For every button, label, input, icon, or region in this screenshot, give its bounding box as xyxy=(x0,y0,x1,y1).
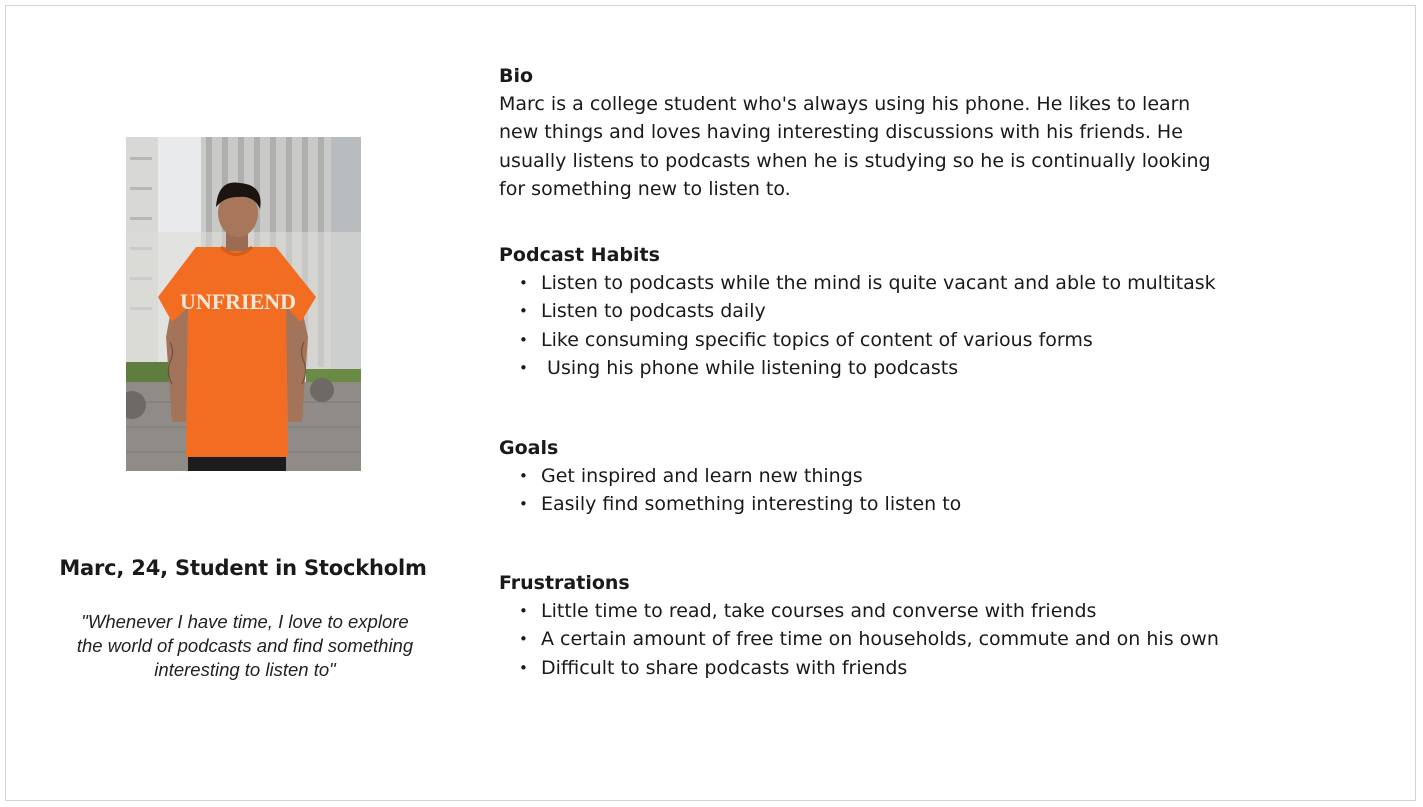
persona-name: Marc, 24, Student in Stockholm xyxy=(59,556,427,580)
frustrations-heading: Frustrations xyxy=(499,572,630,594)
bullet-icon: • xyxy=(519,467,528,485)
list-item-text: Difficult to share podcasts with friends xyxy=(541,656,908,679)
bullet-icon: • xyxy=(519,359,528,378)
list-item xyxy=(499,462,961,490)
list-item-text: A certain amount of free time on households, commute and on his own xyxy=(541,628,1219,651)
goals-heading: Goals xyxy=(499,437,559,459)
list-item-text: Listen to podcasts daily xyxy=(541,300,766,323)
frustrations-section xyxy=(499,569,1219,682)
list-item-text: Like consuming specific topics of content of various forms xyxy=(541,328,1093,351)
podcast-habits-section xyxy=(499,241,1216,383)
bullet-icon: • xyxy=(519,330,528,349)
bio-section xyxy=(499,62,1229,204)
list-item xyxy=(499,354,1216,382)
bullet-icon: • xyxy=(519,274,528,292)
podcast-habits-heading: Podcast Habits xyxy=(499,244,660,266)
goals-list xyxy=(499,462,961,519)
list-item-text: Using his phone while listening to podcasts xyxy=(541,357,959,380)
persona-photo-illustration xyxy=(126,137,361,471)
list-item xyxy=(499,326,1216,354)
bullet-icon: • xyxy=(519,658,528,677)
goals-section xyxy=(499,434,961,519)
bio-text: Marc is a college student who's always using his phone. He likes to learn new things and loves having interesting discussions with his friends. He usually listens to podcasts when he is studying so he is continually looking for something new to listen to. xyxy=(499,93,1211,201)
bio-heading: Bio xyxy=(499,65,534,87)
bullet-icon: • xyxy=(519,630,528,649)
bullet-icon: • xyxy=(519,602,528,620)
persona-photo xyxy=(126,137,361,471)
list-item-text: Listen to podcasts while the mind is quite vacant and able to multitask xyxy=(541,272,1216,294)
podcast-habits-list xyxy=(499,269,1216,383)
bullet-icon: • xyxy=(519,302,528,321)
list-item xyxy=(499,297,1216,325)
list-item xyxy=(499,625,1219,653)
bullet-icon: • xyxy=(519,495,528,514)
shirt-print: UNFRIEND xyxy=(179,289,297,314)
list-item xyxy=(499,597,1219,625)
list-item-text: Get inspired and learn new things xyxy=(541,465,863,487)
list-item xyxy=(499,490,961,518)
list-item xyxy=(499,654,1219,682)
persona-quote: "Whenever I have time, I love to explore the world of podcasts and find something interesting to listen to" xyxy=(76,611,414,680)
list-item xyxy=(499,269,1216,297)
list-item-text: Easily find something interesting to listen to xyxy=(541,493,962,516)
frustrations-list xyxy=(499,597,1219,682)
list-item-text: Little time to read, take courses and converse with friends xyxy=(541,600,1097,622)
